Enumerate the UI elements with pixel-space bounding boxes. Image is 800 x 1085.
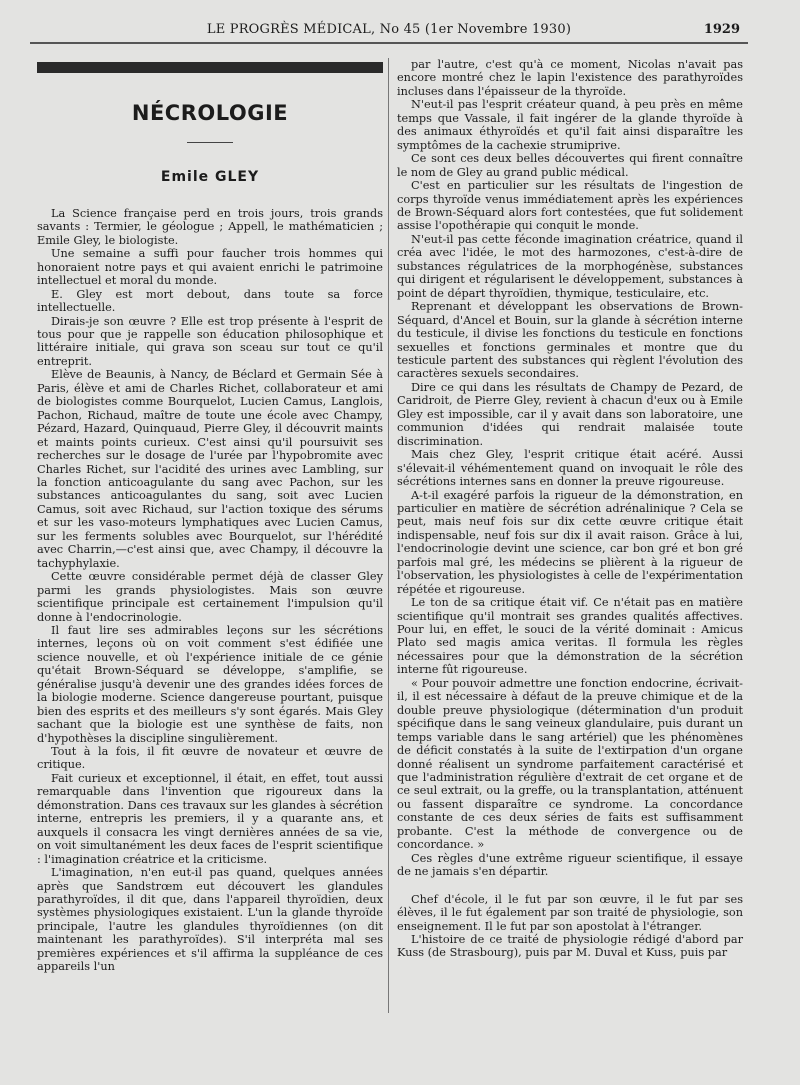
paragraph: Reprenant et développant les observations de Brown-Séquard, d'Ancel et Bouin, sur la glande à sécrétion interne du testicule, il divise les fonctions du testicule en fonctions sexuelles et fonctions germinales et montre que du testicule partent des substances qui règlent l'évolution des caractères sexuels secondaires. [397,300,743,381]
paragraph: Mais chez Gley, l'esprit critique était acéré. Aussi s'élevait-il véhémentement quand on invoquait le rôle des sécrétions internes sans en donner la preuve rigoureuse. [397,448,743,489]
section-banner-bar [37,62,383,73]
obituary-name: Emile GLEY [160,169,260,186]
paragraph: Ces règles d'une extrême rigueur scientifique, il essaye de ne jamais s'en départir. [397,851,743,879]
paragraph: Cette œuvre considérable permet déjà de classer Gley parmi les grands physiologistes. Mais son œuvre scientifique principale est certainement l'impulsion qu'il donne à l'endocrinologie. [37,570,383,624]
paragraph: N'eut-il pas cette féconde imagination créatrice, quand il créa avec l'idée, le mot des harmozones, c'est-à-dire de substances régulatrices de la morphogénèse, substances qui dirigent et régularisent le développement, substances à point de départ thyroïdien, thymique, testiculaire, etc. [397,232,743,300]
paragraph: L'histoire de ce traité de physiologie rédigé d'abord par Kuss (de Strasbourg), puis par M. Duval et Kuss, puis par [397,933,743,960]
paragraph: C'est en particulier sur les résultats de l'ingestion de corps thyroïde venus immédiatement après les expériences de Brown-Séquard alors fort contestées, que fut solidement assise l'opothérapie qui conquit le monde. [397,179,743,233]
section-title: NÉCROLOGIE [131,101,289,125]
paragraph: N'eut-il pas l'esprit créateur quand, à peu près en même temps que Vassale, il fait ingérer de la glande thyroïde à des animaux éthyroïdés et qu'il fait ainsi disparaître les symptômes de la cachexie strumiprive. [397,98,743,152]
column-divider [388,58,389,1013]
paragraph: Tout à la fois, il fit œuvre de novateur et œuvre de critique. [37,745,383,772]
right-paragraphs-a [397,98,743,878]
paragraph: Elève de Beaunis, à Nancy, de Béclard et Germain Sée à Paris, élève et ami de Charles Richet, collaborateur et ami de biologistes comme Bourquelot, Lucien Camus, Langlois, Pachon, Richaud, maître de toute une école avec Champy, Pézard, Hazard, Quinquaud, Pierre Gley, il découvrit maints et maints points curieux. C'est ainsi qu'il poursuivit ses recherches sur le dosage de l'urée par l'hypobromite avec Charles Richet, sur l'acidité des urines avec Lambling, sur la fonction anticoagulante du sang avec Pachon, sur les substances anticoagulantes du sang, soit avec Lucien Camus, soit avec Richaud, sur l'action toxique des sérums et sur les vaso-moteurs lymphatiques avec Lucien Camus, sur les ferments solubles avec Bourquelot, sur l'hérédité avec Charrin,—c'est ainsi que, avec Champy, il découvre la tachyphylaxie. [37,368,383,570]
paragraph: Une semaine a suffi pour faucher trois hommes qui honoraient notre pays et qui avaient enrichi le patrimoine intellectuel et moral du monde. [37,247,383,288]
paragraph: Le ton de sa critique était vif. Ce n'était pas en matière scientifique qu'il montrait ses grandes qualités affectives. Pour lui, en effet, le souci de la vérité dominait : Amicus Plato sed magis amica veritas. Il formula les règles nécessaires pour que la démonstration de la sécrétion interne fût rigoureuse. [397,596,743,677]
paragraph: La Science française perd en trois jours, trois grands savants : Termier, le géologue ; Appell, le mathématicien ; Emile Gley, le biologiste. [37,206,383,247]
paragraph: A-t-il exagéré parfois la rigueur de la démonstration, en particulier en matière de sécrétion adrénalinique ? Cela se peut, mais neuf fois sur dix cette œuvre critique était indispensable, neuf fois sur dix il avait raison. Grâce à lui, l'endocrinologie devint une science, car bon gré et bon gré parfois mal gré, les médecins se plièrent à la rigueur de l'observation, les physiologistes à celle de l'expérimentation répétée et rigoureuse. [397,488,743,596]
header-rule [30,42,748,44]
left-column [37,58,383,974]
paragraph: Fait curieux et exceptionnel, il était, en effet, tout aussi remarquable dans l'invention que rigoureux dans la démonstration. Dans ces travaux sur les glandes à sécrétion interne, entrepris les premiers, il y a quarante ans, et auxquels il consacra les vingt dernières années de sa vie, on voit simultanément les deux faces de l'esprit scientifique : l'imagination créatrice et la criticisme. [37,771,383,866]
right-paragraphs-b [397,893,743,960]
title-rule [187,142,233,143]
paragraph: Dire ce qui dans les résultats de Champy de Pezard, de Caridroit, de Pierre Gley, revient à chacun d'eux ou à Emile Gley est impossible, car il y avait dans son laboratoire, une communion d'idées qui rendrait malaisée toute discrimination. [397,380,743,448]
right-column [397,58,743,960]
paragraph: Dirais-je son œuvre ? Elle est trop présente à l'esprit de tous pour que je rappelle son éducation philosophique et littéraire initiale, qui grava son sceau sur tout ce qu'il entreprit. [37,314,383,368]
paragraph: L'imagination, n'en eut-il pas quand, quelques années après que Sandstrœm eut découvert les glandules parathyroïdes, il dit que, dans l'appareil thyroïdien, deux systèmes physiologiques existaient. L'un la glande thyroïde principale, l'autre les glandules thyroïdiennes (on dit maintenant les parathyroïdes). S'il interpréta mal ses premières expériences et s'il affirma la suppléance de ces appareils l'un [37,866,383,974]
paragraph: E. Gley est mort debout, dans toute sa force intellectuelle. [37,287,383,315]
page-header [30,22,748,42]
paragraph-gap [397,879,743,893]
paragraph: Il faut lire ses admirables leçons sur les sécrétions internes, leçons où on voit comment s'est édifiée une science nouvelle, et où l'expérience initiale de ce génie qu'était Brown-Séquard se développe, s'amplifie, se généralise jusqu'à devenir une des grandes idées forces de la biologie moderne. Science dangereuse pourtant, puisque bien des esprits et des meilleurs s'y sont égarés. Mais Gley sachant que la biologie est une synthèse de faits, non d'hypothèses la discipline singulièrement. [37,623,383,745]
running-title: LE PROGRÈS MÉDICAL, No 45 (1er Novembre 1930) [206,22,572,37]
paragraph: Chef d'école, il le fut par son œuvre, il le fut par ses élèves, il le fut également par son traité de physiologie, son enseignement. Il le fut par son apostolat à l'étranger. [397,892,743,933]
continued-paragraph: par l'autre, c'est qu'à ce moment, Nicolas n'avait pas encore montré chez le lapin l'existence des parathyroïdes incluses dans l'épaisseur de la thyroïde. [397,58,743,98]
paragraph: Ce sont ces deux belles découvertes qui firent connaître le nom de Gley au grand public médical. [397,152,743,179]
left-paragraphs [37,207,383,974]
paragraph: « Pour pouvoir admettre une fonction endocrine, écrivait-il, il est nécessaire à défaut de la preuve chimique et de la double preuve physiologique (détermination d'un produit spécifique dans le sang veineux glandulaire, puis durant un temps variable dans le sang artériel) que les phénomènes de déficit constatés à la suite de l'extirpation d'un organe donné réalisent un syndrome parfaitement caractérisé et que l'administration régulière d'extrait de cet organe et de ce seul extrait, ou la greffe, ou la transplantation, atténuent ou fassent disparaître ce syndrome. La concordance constante de ces deux séries de faits est suffisamment probante. C'est la méthode de convergence ou de concordance. » [397,676,743,852]
page-number: 1929 [703,22,740,37]
